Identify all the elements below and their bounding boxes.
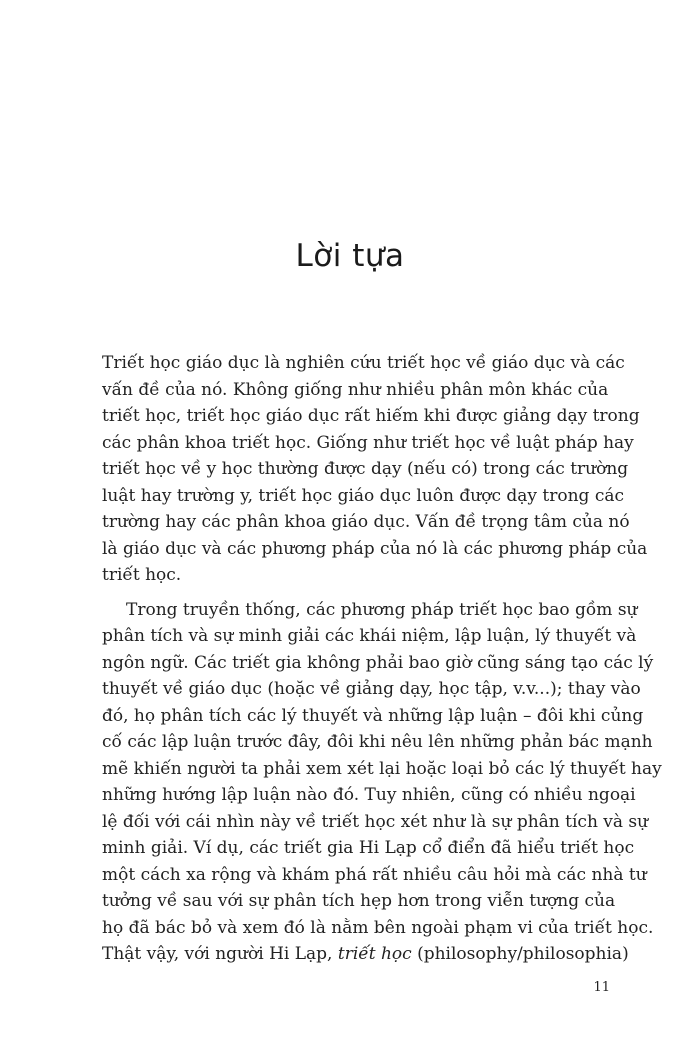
- paragraph-1-line: triết học.: [102, 565, 182, 585]
- paragraph-2-line: phân tích và sự minh giải các khái niệm, lập luận, lý thuyết và: [102, 626, 637, 646]
- paragraph-1-line: triết học, triết học giáo dục rất hiếm khi được giảng dạy trong: [102, 406, 640, 426]
- paragraph-1-line: Triết học giáo dục là nghiên cứu triết học về giáo dục và các: [102, 353, 625, 373]
- paragraph-1-line: các phân khoa triết học. Giống như triết học về luật pháp hay: [102, 432, 634, 453]
- paragraph-2-line: minh giải. Ví dụ, các triết gia Hi Lạp cổ điển đã hiểu triết học: [102, 838, 635, 858]
- paragraph-2-line: những hướng lập luận nào đó. Tuy nhiên, cũng có nhiều ngoại: [102, 785, 636, 805]
- page-number: 11: [593, 980, 610, 995]
- paragraph-gap: [102, 589, 602, 597]
- paragraph-2-line: tưởng về sau với sự phân tích hẹp hơn trong viễn tượng của: [102, 891, 616, 911]
- italic-term: triết học: [337, 944, 412, 964]
- paragraph-2-line: một cách xa rộng và khám phá rất nhiều câu hỏi mà các nhà tư: [102, 864, 647, 885]
- text-run: Thật vậy, với người Hi Lạp,: [102, 944, 338, 964]
- paragraph-1-line: trường hay các phân khoa giáo dục. Vấn đề trọng tâm của nó: [102, 512, 630, 532]
- paragraph-2-line: Trong truyền thống, các phương pháp triết học bao gồm sự: [126, 599, 638, 620]
- paragraph-1-line: vấn đề của nó. Không giống như nhiều phân môn khác của: [102, 379, 609, 400]
- paragraph-2-line: ngôn ngữ. Các triết gia không phải bao giờ cũng sáng tạo các lý: [102, 652, 654, 673]
- paragraph-1-line: luật hay trường y, triết học giáo dục luôn được dạy trong các: [102, 485, 625, 506]
- paragraph-2-line: cố các lập luận trước đây, đôi khi nêu lên những phản bác mạnh: [102, 732, 653, 752]
- paragraph-1-line: triết học về y học thường được dạy (nếu có) trong các trường: [102, 459, 629, 479]
- paragraph-2-line: mẽ khiến người ta phải xem xét lại hoặc loại bỏ các lý thuyết hay: [102, 758, 662, 779]
- paragraph-2-line: lệ đối với cái nhìn này về triết học xét như là sự phân tích và sự: [102, 811, 649, 832]
- page-title: Lời tựa: [295, 238, 405, 274]
- paragraph-2-last-line: [102, 941, 629, 968]
- paragraph-2-line: đó, họ phân tích các lý thuyết và những lập luận – đôi khi củng: [102, 705, 644, 726]
- paragraph-1-line: là giáo dục và các phương pháp của nó là các phương pháp của: [102, 538, 648, 559]
- text-run: (philosophy/philosophia): [411, 944, 629, 964]
- paragraph-2-line: thuyết về giáo dục (hoặc về giảng dạy, học tập, v.v...); thay vào: [102, 679, 641, 699]
- body-text: [102, 350, 662, 968]
- paragraph-2-line: họ đã bác bỏ và xem đó là nằm bên ngoài phạm vi của triết học.: [102, 917, 654, 938]
